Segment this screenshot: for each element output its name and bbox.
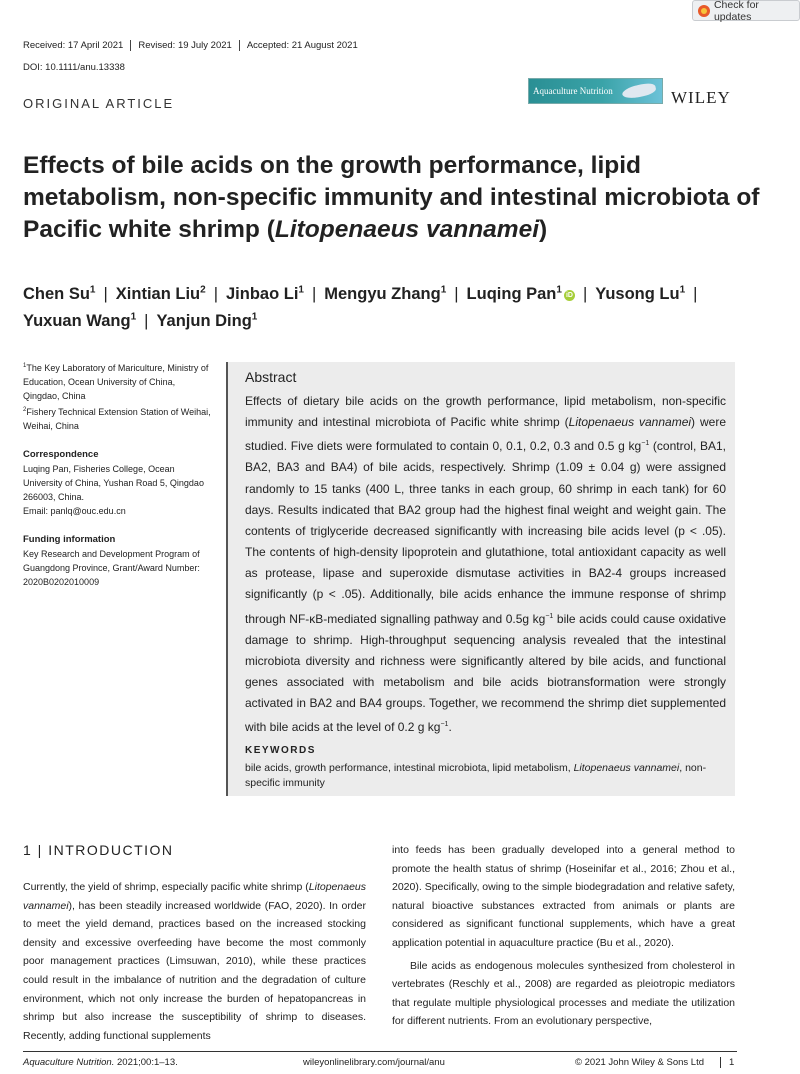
affiliations bbox=[23, 359, 213, 433]
funding-heading: Funding information bbox=[23, 534, 116, 545]
author[interactable]: Luqing Pan$^1$ bbox=[466, 284, 562, 303]
doi[interactable]: DOI: 10.1111/anu.13338 bbox=[23, 62, 125, 73]
correspondence-heading: Correspondence bbox=[23, 449, 99, 460]
author[interactable]: Mengyu Zhang$^1$ bbox=[324, 284, 447, 303]
keywords-heading: KEYWORDS bbox=[245, 745, 316, 756]
orcid-icon[interactable]: iD bbox=[565, 291, 573, 299]
author[interactable]: Xintian Liu$^2$ bbox=[115, 284, 206, 303]
abstract-heading: Abstract bbox=[245, 369, 297, 385]
accepted-date: Accepted: 21 August 2021 bbox=[239, 40, 365, 51]
check-for-updates-button[interactable] bbox=[692, 0, 800, 21]
fish-icon bbox=[621, 82, 657, 101]
author[interactable]: Yuxuan Wang$^1$ bbox=[23, 311, 137, 330]
article-type: ORIGINAL ARTICLE bbox=[23, 96, 175, 111]
revised-date: Revised: 19 July 2021 bbox=[130, 40, 238, 51]
affiliation: $^2$Fishery Technical Extension Station of Weihai, Weihai, China bbox=[23, 407, 211, 431]
affiliation: $^1$The Key Laboratory of Mariculture, Ministry of Education, Ocean University of China, Qingdao, China bbox=[23, 363, 209, 401]
correspondence bbox=[23, 448, 213, 518]
footer-url[interactable]: wileyonlinelibrary.com/journal/anu bbox=[303, 1057, 445, 1068]
journal-logo[interactable] bbox=[528, 78, 663, 104]
crossmark-icon bbox=[698, 5, 710, 17]
author[interactable]: Yusong Lu$^1$ bbox=[595, 284, 686, 303]
title-species: Litopenaeus vannamei bbox=[274, 216, 540, 243]
footer-copyright: © 2021 John Wiley & Sons Ltd bbox=[575, 1057, 704, 1068]
author[interactable]: Yanjun Ding$^1$ bbox=[156, 311, 258, 330]
publisher-logo[interactable]: WILEY bbox=[671, 88, 731, 107]
footer-divider bbox=[23, 1051, 737, 1052]
journal-logo-text: Aquaculture Nutrition bbox=[533, 86, 613, 96]
page-number: 1 bbox=[720, 1057, 734, 1068]
article-title: Effects of bile acids on the growth performance, lipid metabolism, non-specific immunity and intestinal microbiota of Pacific white shrimp (Litopenaeus vannamei) bbox=[23, 152, 760, 243]
correspondence-text: Luqing Pan, Fisheries College, Ocean University of China, Yushan Road 5, Qingdao 266003, China. bbox=[23, 464, 204, 502]
abstract-text: Effects of dietary bile acids on the growth performance, lipid metabolism, non-specific immunity and intestinal microbiota of Pacific white shrimp (Litopenaeus vannamei) were studied. Five diets were formulated to contain 0, 0.1, 0.2, 0.3 and 0.5 g $kg^{-1}$ (control, BA1, BA2, BA3 and BA4) of bile acids, respectively. Shrimp (1.09 ± 0.04 g) were assigned randomly to 15 tanks (400 L, three tanks in each group, 60 shrimp in each tank) for 60 days. Results indicated that BA2 group had the highest final weight and weight gain. The contents of triglyceride decreased significantly with increasing bile acids level (p < .05). The contents of high-density lipoprotein and glutathione, total antioxidant capacity as well as protease, lipase and superoxide dismutase activities in BA2-4 groups increased significantly (p < .05). Additionally, bile acids enhance the immune response of shrimp through NF-κB-mediated signalling pathway and 0.5g $kg^{-1}$ bile acids could cause oxidative damage to shrimp. High-throughput sequencing analysis revealed that the intestinal microbiota diversity and richness were significantly altered by bile acids, and functional genes associated with metabolism and bile acids biotransformation were strongly activated in BA2 and BA4 groups. Together, we recommend the shrimp diet supplemented with bile acids at the level of 0.2 g $kg^{-1}$. bbox=[245, 394, 727, 735]
keywords-text: bile acids, growth performance, intestinal microbiota, lipid metabolism, Litopenaeus vannamei, non-specific immunity bbox=[245, 762, 707, 789]
introduction-column-2 bbox=[392, 841, 735, 1031]
paragraph: into feeds has been gradually developed into a general method to promote the health status of shrimp (Hoseinifar et al., 2016; Zhou et al., 2020). Specifically, owing to the simple biodegradation and relative safety, natural bioactive substances extracted from animals or plants are considered as significant functional supplements, which have a great application potential in aquaculture practice (Bu et al., 2020). bbox=[392, 844, 735, 949]
author-list: Chen Su$^1$ | Xintian Liu$^2$ | Jinbao Li$^1$ | Mengyu Zhang$^1$ | Luqing Pan$^1$ iD | Yusong Lu$^1$ | Yuxuan Wang$^1$ | Yanjun Ding$^1$ bbox=[23, 284, 698, 330]
introduction-column-1: Currently, the yield of shrimp, especially pacific white shrimp (Litopenaeus vannamei), has been steadily increased worldwide (FAO, 2020). In order to meet the yield demand, practices based on the increased stocking density and excessive overfeeding have become the most commonly poor management practices (Limsuwan, 2010), while these practices could result in the imbalance of nutrition and the degradation of culture environment, which not only increase the burden of hepatopancreas in shrimp but also increase the susceptibility of shrimp to diseases. Recently, adding functional supplements bbox=[23, 881, 366, 1042]
funding-text: Key Research and Development Program of Guangdong Province, Grant/Award Number: 2020B0202010009 bbox=[23, 549, 200, 587]
paragraph: Bile acids as endogenous molecules synthesized from cholesterol in vertebrates (Reschly et al., 2008) are regarded as pleiotropic mediators that regulate multiple physiological processes and mediate the utilization for different nutrients. From an evolutionary perspective, bbox=[392, 959, 735, 1028]
received-date: Received: 17 April 2021 bbox=[23, 40, 124, 51]
introduction-heading: 1 | INTRODUCTION bbox=[23, 842, 174, 858]
check-for-updates-label: Check for updates bbox=[713, 0, 759, 23]
article-dates bbox=[23, 40, 365, 51]
author[interactable]: Jinbao Li$^1$ bbox=[225, 284, 304, 303]
author[interactable]: Chen Su$^1$ bbox=[23, 284, 96, 303]
footer-citation: Aquaculture Nutrition. 2021;00:1–13. bbox=[23, 1057, 178, 1068]
funding bbox=[23, 533, 213, 589]
correspondence-email[interactable]: Email: panlq@ouc.edu.cn bbox=[23, 506, 126, 516]
